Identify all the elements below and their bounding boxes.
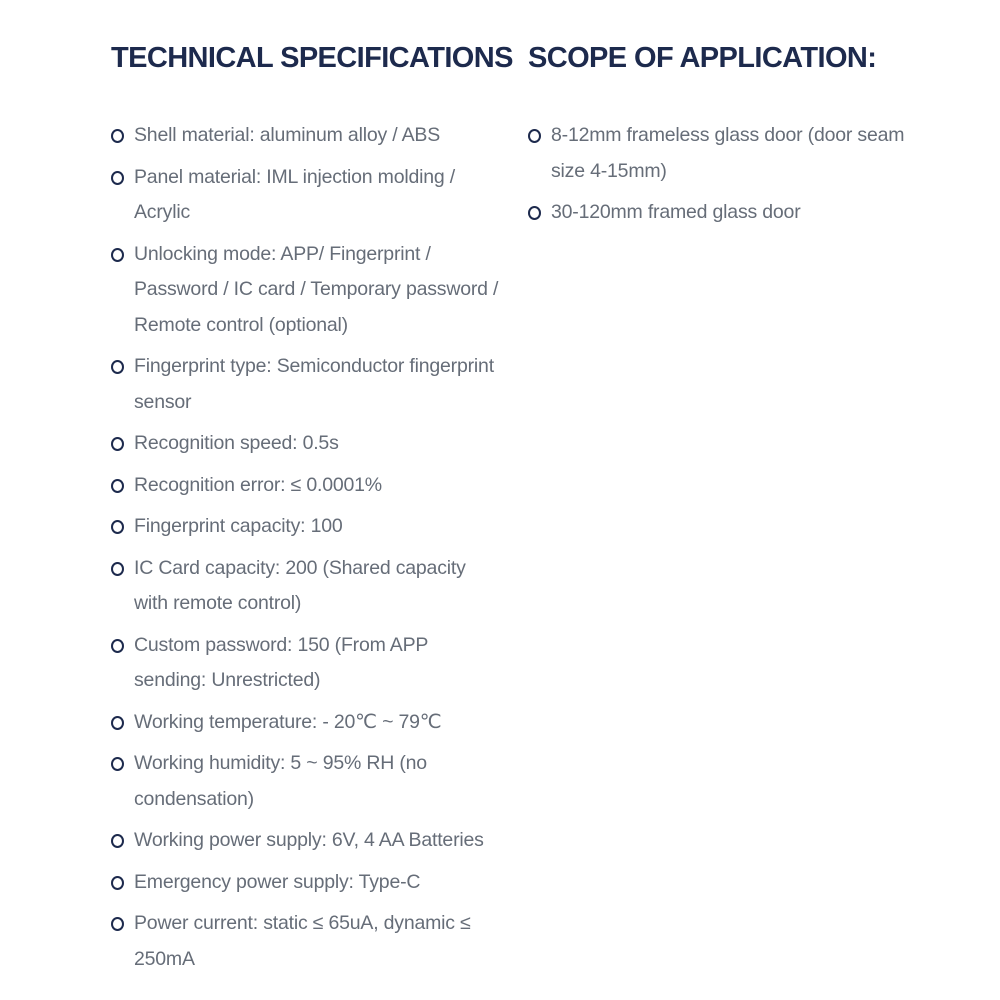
list-item-text: Emergency power supply: Type-C — [134, 870, 421, 893]
technical-specifications-list — [111, 118, 501, 977]
circle-bullet-icon — [111, 876, 124, 890]
list-item — [111, 823, 501, 859]
circle-bullet-icon — [111, 639, 124, 653]
list-item-text: Fingerprint type: Semiconductor fingerprint sensor — [134, 355, 494, 413]
scope-of-application-section — [528, 38, 908, 237]
list-item — [111, 237, 501, 344]
circle-bullet-icon — [111, 757, 124, 771]
circle-bullet-icon — [111, 716, 124, 730]
list-item-text: Panel material: IML injection molding / Acrylic — [134, 165, 455, 223]
list-item — [528, 195, 908, 231]
list-item — [111, 906, 501, 977]
circle-bullet-icon — [111, 360, 124, 374]
list-item — [111, 746, 501, 817]
list-item-text: Custom password: 150 (From APP sending: Unrestricted) — [134, 633, 428, 691]
circle-bullet-icon — [111, 917, 124, 931]
technical-specifications-heading: TECHNICAL SPECIFICATIONS — [111, 42, 513, 74]
circle-bullet-icon — [111, 562, 124, 576]
list-item-text: Working temperature: - 20℃ ~ 79℃ — [134, 710, 442, 733]
list-item — [111, 865, 501, 901]
scope-of-application-list — [528, 118, 908, 231]
list-item — [528, 118, 908, 189]
list-item-text: Shell material: aluminum alloy / ABS — [134, 124, 441, 146]
list-item — [111, 509, 501, 545]
circle-bullet-icon — [111, 437, 124, 451]
circle-bullet-icon — [111, 520, 124, 534]
list-item-text: 8-12mm frameless glass door (door seam size 4-15mm) — [551, 124, 905, 182]
list-item — [111, 468, 501, 504]
circle-bullet-icon — [528, 206, 541, 220]
circle-bullet-icon — [111, 171, 124, 185]
list-item — [111, 349, 501, 420]
circle-bullet-icon — [111, 834, 124, 848]
scope-of-application-heading: SCOPE OF APPLICATION: — [528, 42, 877, 74]
list-item-text: Working power supply: 6V, 4 AA Batteries — [134, 829, 484, 851]
circle-bullet-icon — [111, 479, 124, 493]
list-item-text: Recognition speed: 0.5s — [134, 432, 339, 454]
list-item — [111, 426, 501, 462]
circle-bullet-icon — [528, 129, 541, 143]
list-item-text: Unlocking mode: APP/ Fingerprint / Password / IC card / Temporary password / Remote control (optional) — [134, 242, 499, 336]
list-item-text: Working humidity: 5 ~ 95% RH (no condensation) — [134, 752, 427, 810]
list-item-text: IC Card capacity: 200 (Shared capacity with remote control) — [134, 556, 466, 614]
list-item-text: Fingerprint capacity: 100 — [134, 515, 343, 537]
list-item — [111, 628, 501, 699]
list-item — [111, 118, 501, 154]
list-item-text: 30-120mm framed glass door — [551, 201, 801, 223]
list-item — [111, 551, 501, 622]
list-item — [111, 705, 501, 741]
list-item-text: Recognition error: ≤ 0.0001% — [134, 473, 382, 496]
list-item — [111, 160, 501, 231]
technical-specifications-section — [111, 38, 513, 983]
list-item-text: Power current: static ≤ 65uA, dynamic ≤ 250mA — [134, 912, 471, 970]
circle-bullet-icon — [111, 248, 124, 262]
circle-bullet-icon — [111, 129, 124, 143]
